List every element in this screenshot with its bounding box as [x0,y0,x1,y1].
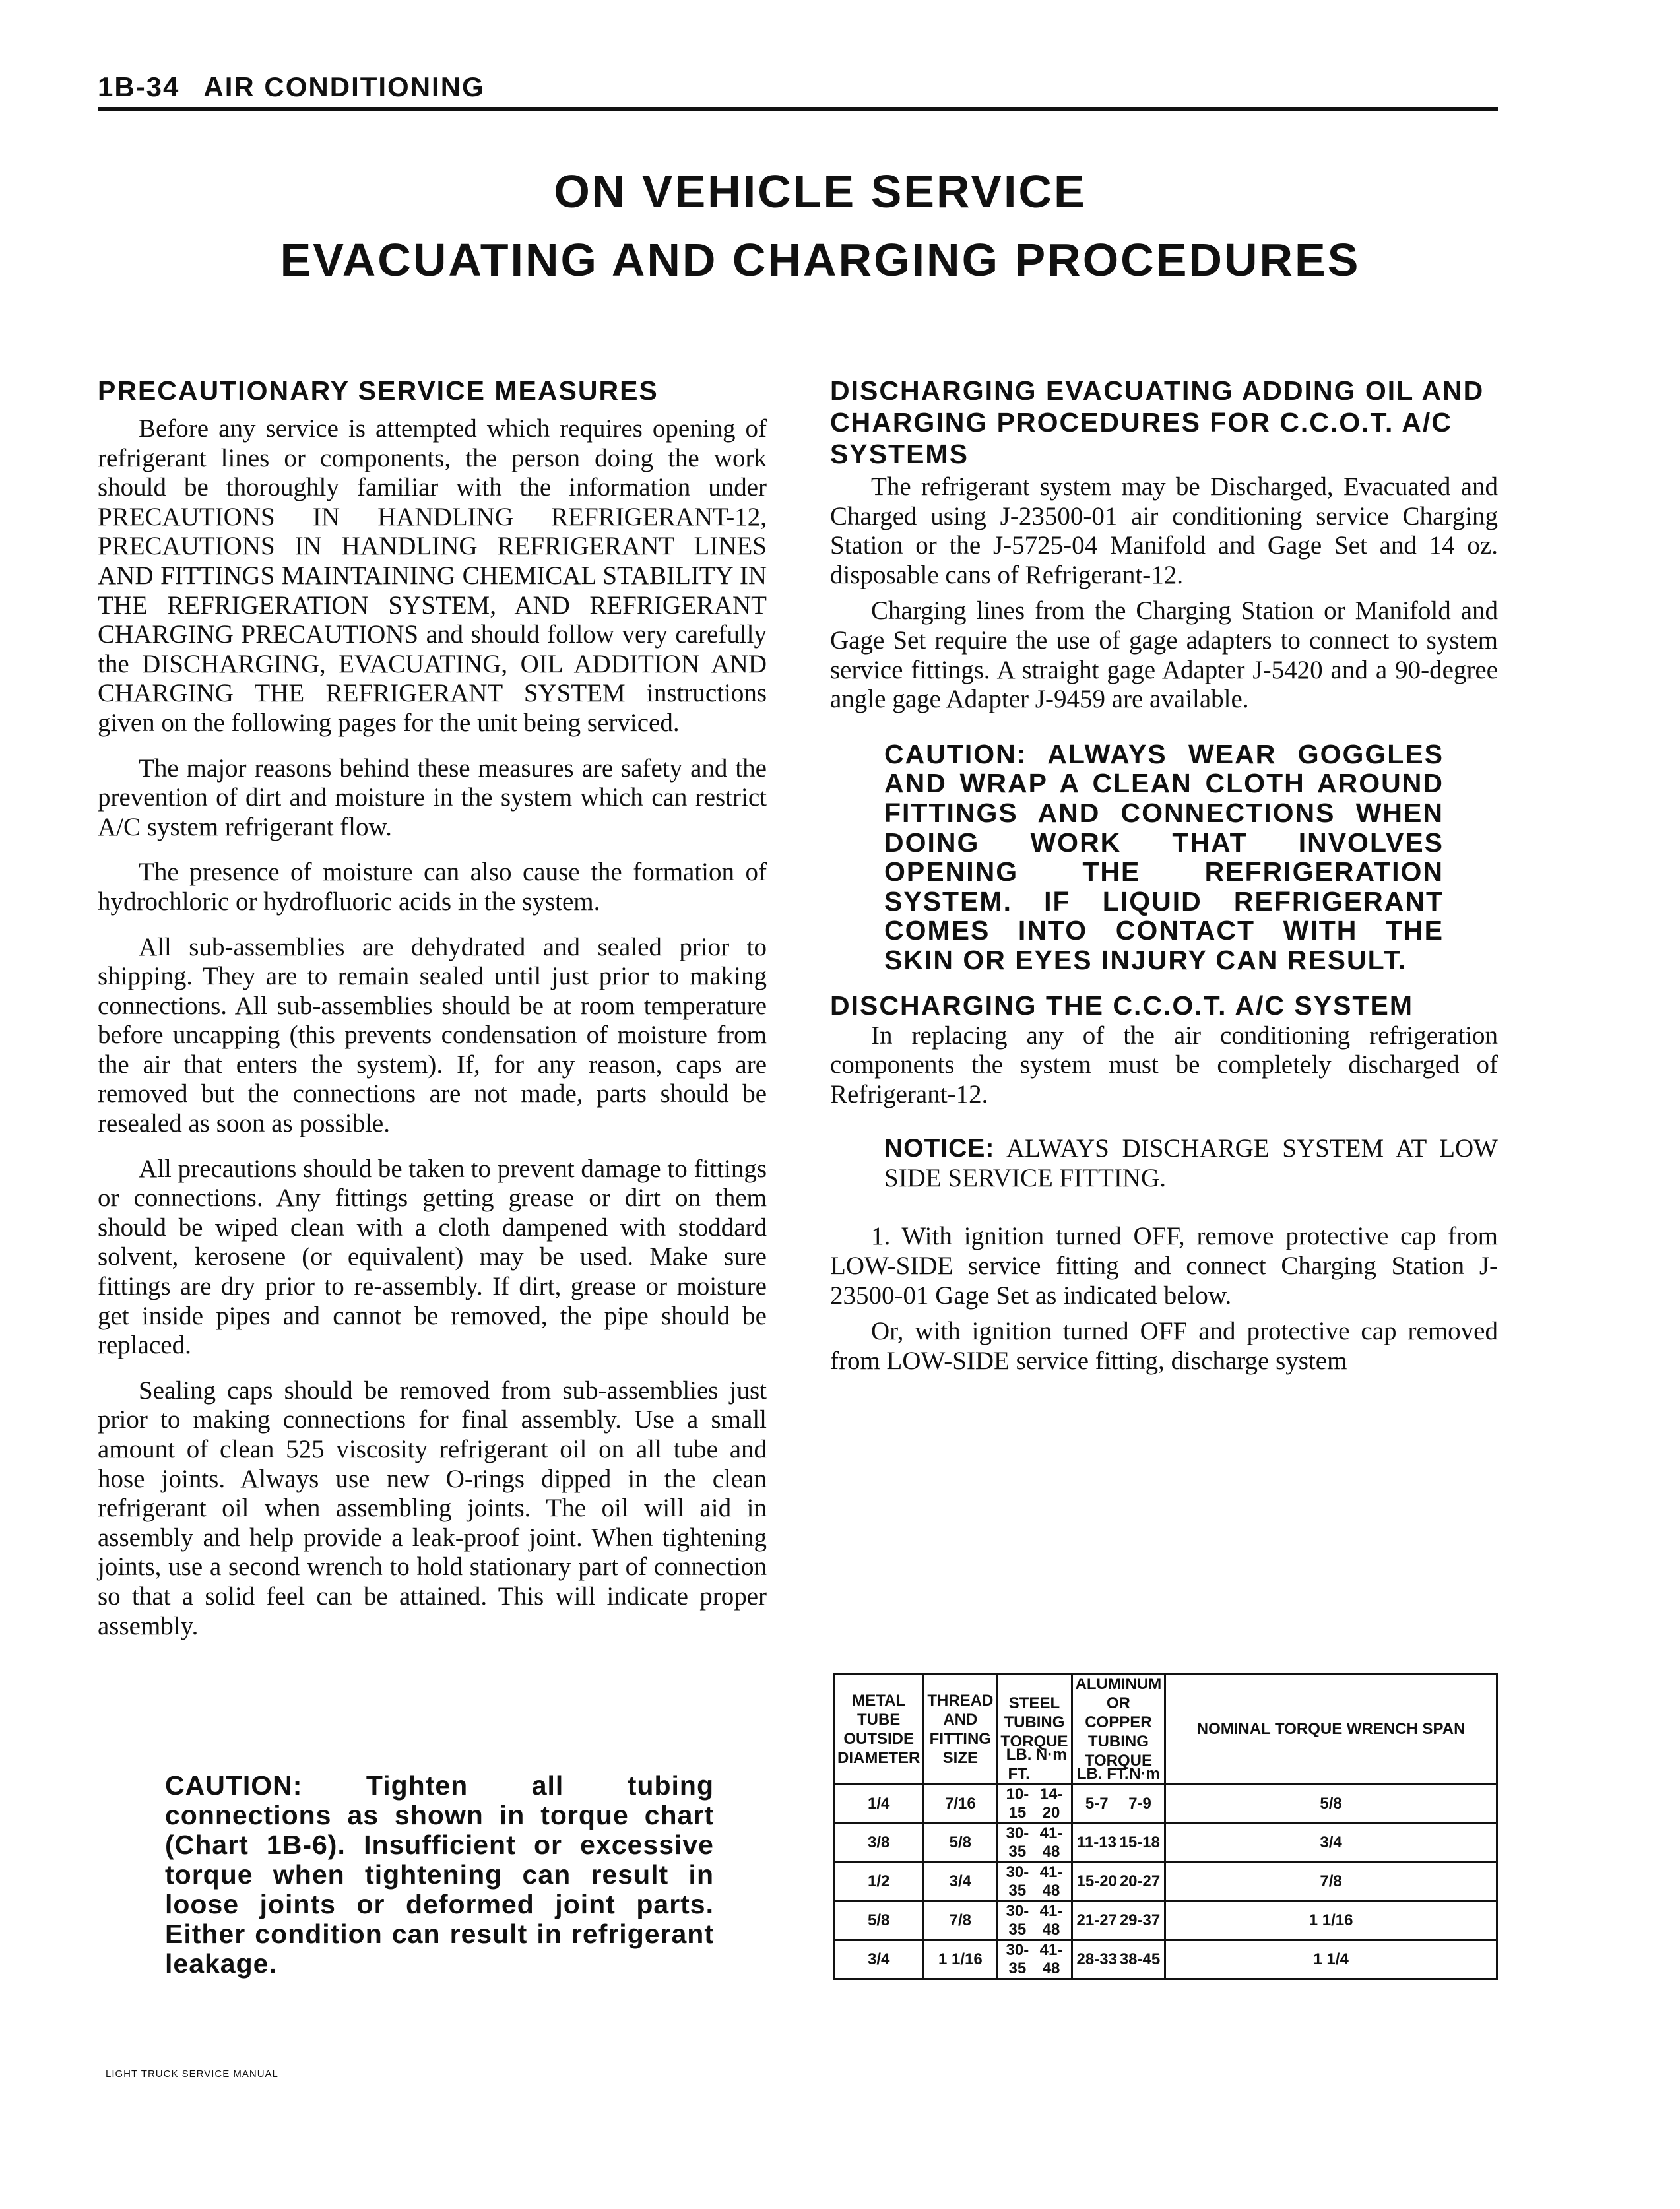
table-cell-value: 11-13 [1076,1834,1116,1851]
table-cell-value: 15-20 [1076,1873,1117,1890]
table-row [834,1902,1497,1940]
table-cell-value: 30-35 [1006,1863,1029,1900]
table-cell-value: 7-9 [1128,1795,1151,1812]
table-cell-value: 5/8 [1320,1795,1342,1812]
table-cell-value: 5/8 [867,1911,890,1929]
table-cell-value: 20-27 [1119,1873,1161,1890]
header-rule [98,107,1498,111]
table-cell [924,1940,997,1979]
table-row [834,1824,1497,1863]
paragraph: All sub-assemblies are dehydrated and sealed prior to shipping. They are to remain sealed until just prior to making connections. All sub-assemblies should be at room temperature before uncapping (this prevents condensation of moisture from the air that enters the system). If, for any reason, caps are removed but the connections are not made, parts should be resealed as soon as possible. [98,932,767,1138]
unit-label: LB. FT. [1006,1746,1032,1783]
table-cell-value: 30-35 [1006,1941,1029,1977]
table-cell-value: 1/4 [867,1795,890,1812]
notice-text: ALWAYS DISCHARGE SYSTEM AT LOW SIDE SERVICE FITTING. [884,1134,1498,1192]
caution-goggles: CAUTION: ALWAYS WEAR GOGGLES AND WRAP A CLEAN CLOTH AROUND FITTINGS AND CONNECTIONS WHEN DOING WORK THAT INVOLVES OPENING THE REFRIGERATION SYSTEM. IF LIQUID REFRIGERANT COMES INTO CONTACT WITH THE SKIN OR EYES INJURY CAN RESULT. [884,738,1444,975]
page-title: ON VEHICLE SERVICE [554,166,1087,217]
table-cell-value: 7/8 [1320,1873,1342,1890]
section-heading: PRECAUTIONARY SERVICE MEASURES [98,375,659,406]
table-cell [834,1863,924,1902]
table-cell [1165,1824,1497,1863]
table-cell [997,1785,1072,1824]
section-heading: DISCHARGING EVACUATING ADDING OIL AND CHARGING PROCEDURES FOR C.C.O.T. A/C SYSTEMS [830,375,1485,469]
notice-label: NOTICE: [884,1134,995,1163]
table-row [834,1785,1497,1824]
table-cell-value: 38-45 [1119,1950,1161,1968]
table-cell-value: 7/8 [949,1911,972,1929]
table-cell [997,1824,1072,1863]
table-cell-value: 30-35 [1006,1902,1029,1938]
paragraph: Sealing caps should be removed from sub-assemblies just prior to making connections for final assembly. Use a small amount of clean 525 viscosity refrigerant oil on all tube and hose joints. Always use new O-rings dipped in the clean refrigerant oil when assembling joints. The oil will aid in assembly and help provide a leak-proof joint. When tightening joints, use a second wrench to hold stationary part of connection so that a solid feel can be attained. This will indicate proper assembly. [98,1376,767,1640]
page-number: 1B-34 [98,71,180,102]
paragraph: Before any service is attempted which requires opening of refrigerant lines or components, the person doing the work should be thoroughly familiar with the information under PRECAUTIONS IN HANDLING REFRIGERANT-12, PRECAUTIONS IN HANDLING REFRIGERANT LINES AND FITTINGS MAINTAINING CHEMICAL STABILITY IN THE REFRIGERATION SYSTEM, AND REFRIGERANT CHARGING PRECAUTIONS and should follow very carefully the DISCHARGING, EVACUATING, OIL ADDITION AND CHARGING THE REFRIGERANT SYSTEM instructions given on the following pages for the unit being serviced. [98,414,767,737]
table-cell [1165,1863,1497,1902]
table-header-row [834,1674,1497,1785]
table-cell [834,1940,924,1979]
table-cell [997,1902,1072,1940]
table-cell-value: 10-15 [1006,1785,1029,1822]
table-cell [1165,1902,1497,1940]
table-cell-value: 1 1/4 [1313,1950,1349,1968]
table-cell [1165,1785,1497,1824]
torque-chart [833,1673,1498,1980]
table-cell-value: 1/2 [867,1873,890,1890]
col-header [997,1674,1072,1785]
notice [884,1134,1498,1193]
table-cell-value: 14-20 [1039,1785,1063,1822]
table-cell-value: 3/4 [1320,1834,1342,1851]
paragraph: The refrigerant system may be Discharged, Evacuated and Charged using J-23500-01 air conditioning service Charging Station or the J-5725-04 Manifold and Gage Set and 14 oz. disposable cans of Refrigerant-12. [830,472,1498,589]
left-column [98,375,767,1657]
table-cell [1072,1785,1165,1824]
table-cell-value: 41-48 [1039,1863,1063,1900]
unit-label: N·m [1129,1765,1160,1783]
caution-torque: CAUTION: Tighten all tubing connections as shown in torque chart (Chart 1B-6). Insufficient or excessive torque when tightening can result in loose joints or deformed joint parts. Either condition can result in refrigerant leakage. [165,1770,714,1979]
table-cell [1072,1824,1165,1863]
footer: LIGHT TRUCK SERVICE MANUAL [106,2068,278,2080]
paragraph: Charging lines from the Charging Station or Manifold and Gage Set require the use of gage adapters to connect to system service fittings. A straight gage Adapter J-5420 and a 90-degree angle gage Adapter J-9459 are available. [830,596,1498,714]
table-cell-value: 7/16 [944,1795,976,1812]
table-cell [834,1824,924,1863]
table-cell [997,1863,1072,1902]
paragraph: All precautions should be taken to prevent damage to fittings or connections. Any fittings getting grease or dirt on them should be wiped clean with a cloth dampened with stoddard solvent, kerosene (or equivalent) may be used. Make sure fittings are dry prior to re-assembly. If dirt, grease or moisture get inside pipes and cannot be removed, the pipe should be replaced. [98,1154,767,1360]
page-header [98,71,485,103]
right-column [830,375,1498,1392]
table-cell [997,1940,1072,1979]
table-row [834,1940,1497,1979]
table-cell [1072,1863,1165,1902]
col-header-label: ALUMINUM OR COPPER TUBING TORQUE [1075,1675,1162,1770]
unit-label: N·m [1035,1746,1067,1764]
table-cell [1072,1940,1165,1979]
table-cell-value: 41-48 [1039,1902,1063,1938]
table-cell [924,1863,997,1902]
table-cell-value: 29-37 [1119,1911,1161,1929]
table-cell-value: 41-48 [1039,1941,1063,1977]
table-cell [924,1785,997,1824]
step: 1. With ignition turned OFF, remove protective cap from LOW-SIDE service fitting and connect Charging Station J-23500-01 Gage Set as indicated below. [830,1222,1498,1310]
section-name: AIR CONDITIONING [203,71,485,102]
table-cell-value: 28-33 [1076,1950,1117,1968]
table-cell-value: 3/8 [867,1834,890,1851]
table-cell [1165,1940,1497,1979]
table-cell-value: 5-7 [1085,1795,1109,1812]
col-header: METAL TUBE OUTSIDE DIAMETER [834,1674,924,1785]
table-cell [834,1785,924,1824]
col-header-label: STEEL TUBING TORQUE [1000,1694,1068,1750]
col-header: THREAD AND FITTING SIZE [924,1674,997,1785]
table-cell-value: 1 1/16 [938,1950,983,1968]
table-cell-value: 3/4 [949,1873,972,1890]
step: Or, with ignition turned OFF and protective cap removed from LOW-SIDE service fitting, discharge system [830,1317,1498,1375]
table-cell-value: 1 1/16 [1308,1911,1353,1929]
table-cell [1072,1902,1165,1940]
table-cell-value: 41-48 [1039,1824,1063,1861]
table-cell-value: 21-27 [1076,1911,1117,1929]
table-cell [834,1902,924,1940]
table-row [834,1863,1497,1902]
table-cell-value: 3/4 [867,1950,890,1968]
table-cell-value: 15-18 [1119,1834,1160,1851]
section-heading: DISCHARGING THE C.C.O.T. A/C SYSTEM [830,990,1413,1021]
table-cell-value: 30-35 [1006,1824,1029,1861]
col-header [1072,1674,1165,1785]
table-cell-value: 5/8 [949,1834,972,1851]
page-subtitle: EVACUATING AND CHARGING PROCEDURES [280,234,1361,286]
table-cell [924,1824,997,1863]
paragraph: The major reasons behind these measures are safety and the prevention of dirt and moisture in the system which can restrict A/C system refrigerant flow. [98,753,767,841]
paragraph: In replacing any of the air conditioning refrigeration components the system must be completely discharged of Refrigerant-12. [830,1021,1498,1108]
paragraph: The presence of moisture can also cause the formation of hydrochloric or hydrofluoric acids in the system. [98,858,767,916]
table-cell [924,1902,997,1940]
unit-label: LB. FT. [1076,1765,1129,1783]
col-header: NOMINAL TORQUE WRENCH SPAN [1165,1674,1497,1785]
